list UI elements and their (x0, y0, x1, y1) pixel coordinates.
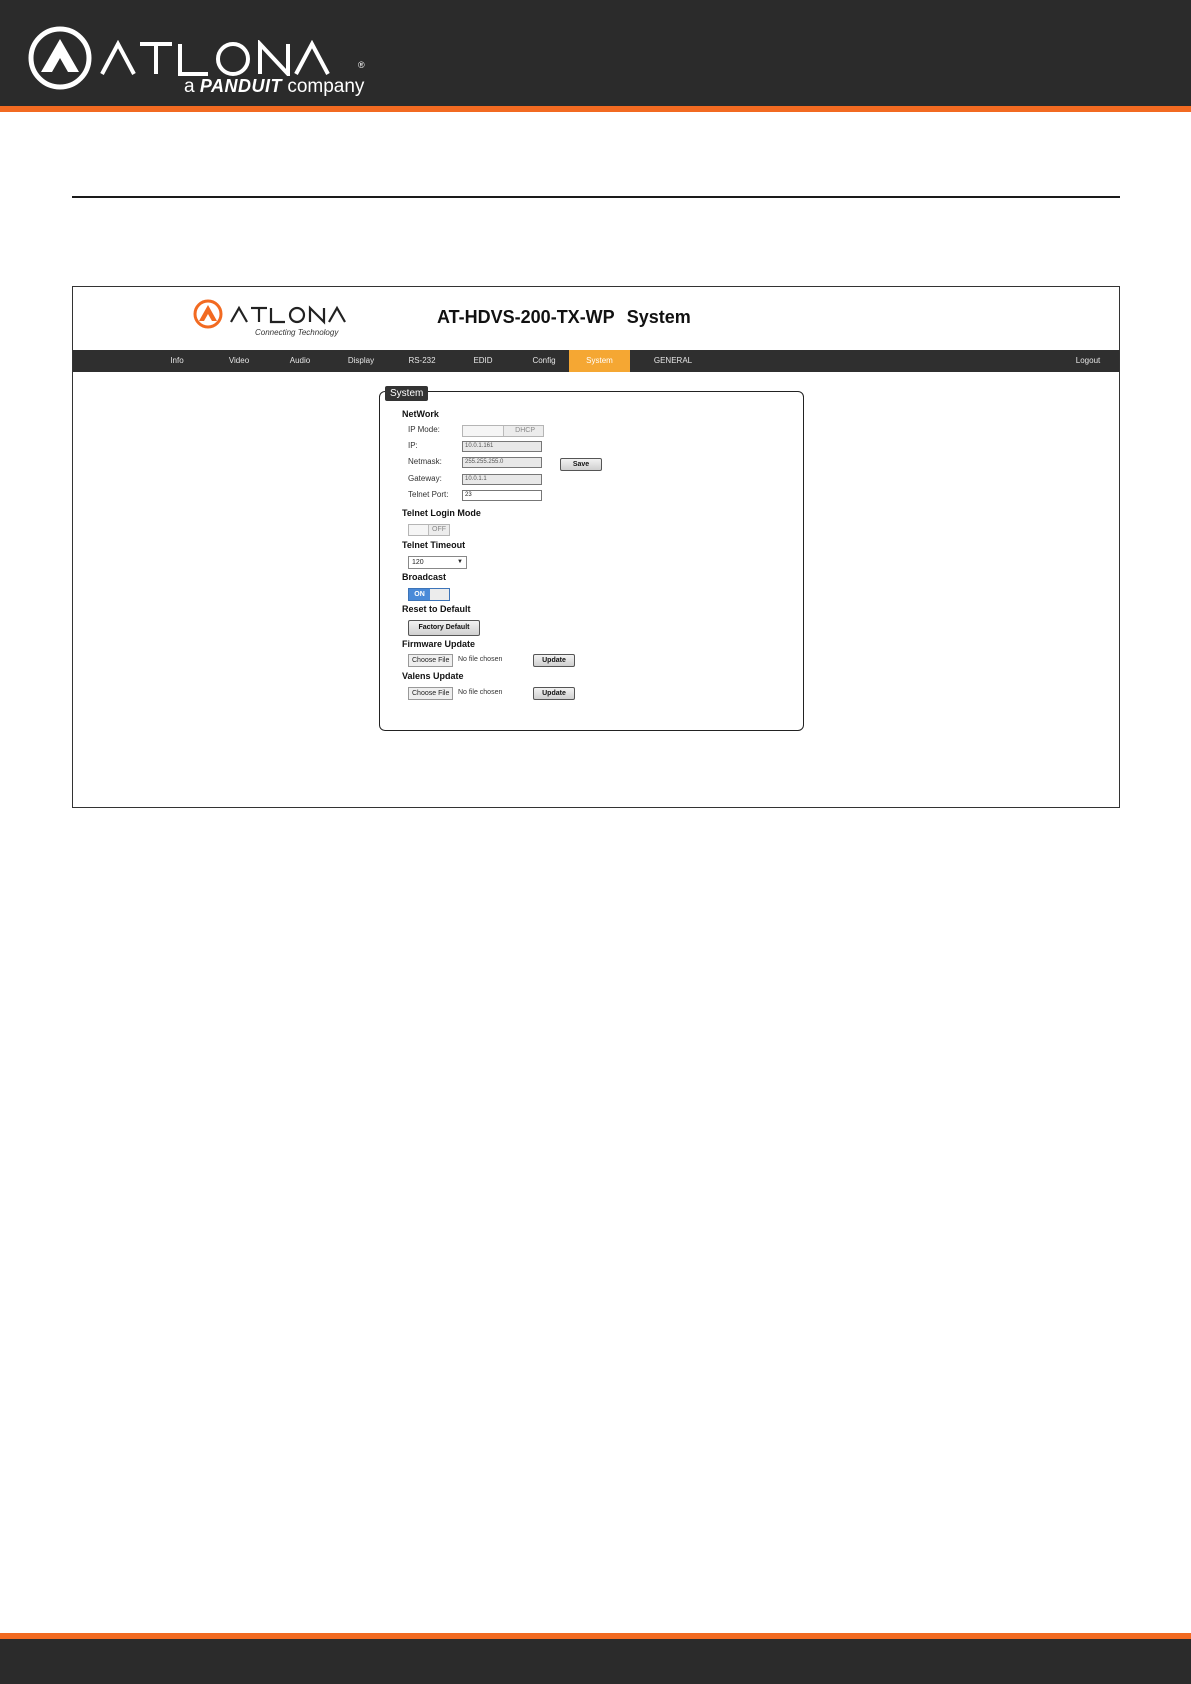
save-button[interactable]: Save (560, 458, 602, 471)
reset-heading: Reset to Default (402, 604, 471, 614)
ip-label: IP: (408, 441, 418, 450)
telnet-timeout-heading: Telnet Timeout (402, 540, 466, 550)
app-logo (193, 298, 373, 342)
gateway-field[interactable]: 10.0.1.1 (462, 474, 542, 485)
netmask-label: Netmask: (408, 457, 442, 466)
nav-bar (73, 350, 1119, 372)
valens-choose-file-button[interactable]: Choose File (408, 687, 453, 700)
atlona-orange-logo-icon (193, 298, 373, 330)
tab-general[interactable]: GENERAL (653, 356, 693, 365)
ip-mode-toggle[interactable]: DHCP (462, 425, 544, 437)
valens-update-button[interactable]: Update (533, 687, 575, 700)
telnet-login-toggle[interactable]: OFF (408, 524, 450, 536)
netmask-field[interactable]: 255.255.255.0 (462, 457, 542, 468)
registered-mark: ® (358, 60, 365, 70)
firmware-choose-file-button[interactable]: Choose File (408, 654, 453, 667)
tab-rs232[interactable]: RS-232 (408, 356, 436, 365)
tab-video[interactable]: Video (228, 356, 250, 365)
system-panel (379, 388, 804, 731)
chevron-down-icon: ▼ (457, 559, 463, 565)
tab-config[interactable]: Config (532, 356, 556, 365)
ip-field[interactable]: 10.0.1.161 (462, 441, 542, 452)
network-heading: NetWork (402, 409, 439, 419)
brand-tagline: a PANDUIT company (184, 76, 365, 97)
factory-default-button[interactable]: Factory Default (408, 620, 480, 636)
tab-audio[interactable]: Audio (289, 356, 311, 365)
logout-link[interactable]: Logout (1075, 356, 1101, 365)
tab-system[interactable]: System (569, 350, 630, 372)
panduit-logo: PANDUIT (199, 76, 283, 96)
firmware-update-button[interactable]: Update (533, 654, 575, 667)
web-ui-screenshot (72, 286, 1120, 808)
ip-mode-label: IP Mode: (408, 425, 440, 434)
tab-display[interactable]: Display (347, 356, 375, 365)
app-logo-tagline: Connecting Technology (255, 328, 339, 337)
broadcast-heading: Broadcast (402, 572, 447, 582)
page-footer (0, 1633, 1191, 1684)
page-header (0, 0, 1191, 112)
telnet-port-field[interactable]: 23 (462, 490, 542, 501)
page-title: AT-HDVS-200-TX-WP System (437, 307, 691, 327)
gateway-label: Gateway: (408, 474, 442, 483)
section-divider (72, 196, 1120, 198)
valens-heading: Valens Update (402, 671, 464, 681)
atlona-logo-icon (28, 26, 92, 90)
telnet-login-heading: Telnet Login Mode (402, 508, 481, 518)
telnet-timeout-select[interactable]: 120 ▼ (408, 556, 467, 569)
atlona-wordmark (100, 40, 360, 76)
broadcast-toggle[interactable]: ON (408, 588, 450, 601)
header-accent-line (0, 106, 1191, 112)
telnet-port-label: Telnet Port: (408, 490, 449, 499)
valens-file-status: No file chosen (458, 689, 503, 696)
firmware-heading: Firmware Update (402, 639, 476, 649)
tab-info[interactable]: Info (170, 356, 184, 365)
panel-legend: System (385, 386, 428, 401)
footer-accent-line (0, 1633, 1191, 1639)
tab-edid[interactable]: EDID (473, 356, 493, 365)
firmware-file-status: No file chosen (458, 656, 503, 663)
